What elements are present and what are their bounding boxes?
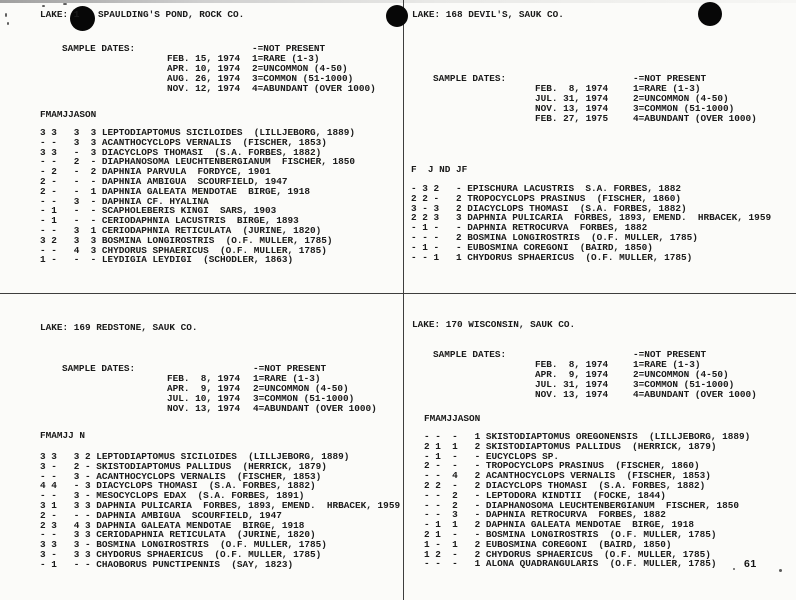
scan-speck [5,13,7,17]
species-row [411,253,771,263]
abundance-codes: 2 - - - [424,460,486,472]
species-name: EUBOSMINA COREGONI (BAIRD, 1850) [485,538,672,550]
abundance-codes: 3 3 3 2 [40,451,97,462]
species-name: DAPHNIA PARVULA FORDYCE, 1901 [101,166,271,178]
abundance-codes: 3 - 3 2 [411,202,468,214]
species-name: DAPHNIA GALEATA MENDOTAE BIRGE, 1918 [485,519,695,531]
lake-title: LAKE: 169 REDSTONE, SAUK CO. [40,322,198,333]
abundance-codes: - 1 - - [40,215,102,227]
sample-dates-label: SAMPLE DATES: [62,363,136,374]
species-table [424,432,750,569]
abundance-codes: - - 2 - [40,156,102,168]
legend-line: 3=COMMON (51-1000) [633,379,735,390]
abundance-codes: - 1 - - [411,222,468,234]
species-row [40,560,400,570]
horizontal-divider [0,293,796,294]
species-name: CERIODAPHNIA RETICULATA (JURINE, 1820) [96,529,316,541]
abundance-codes: - 1 - - [40,205,102,217]
abundance-codes: 3 1 3 3 [40,499,97,511]
abundance-codes: - - - 1 [424,431,486,442]
sample-date: JUL. 31, 1974 [535,379,609,390]
abundance-codes: 2 1 1 2 [424,440,486,452]
sample-dates-list [167,374,240,414]
sample-dates-list [167,54,240,94]
legend-line: 4=ABUNDANT (OVER 1000) [253,403,377,414]
species-name: DAPHNIA GALEATA MENDOTAE BIRGE, 1918 [101,185,311,197]
legend-line: 4=ABUNDANT (OVER 1000) [633,113,757,124]
species-name: DAPHNIA CF. HYALINA [101,195,209,207]
species-name: BOSMINA LONGIROSTRIS (O.F. MULLER, 1785) [485,528,717,540]
scan-speck [779,569,782,572]
species-name: EUBOSMINA COREGONI (BAIRD, 1850) [467,241,653,253]
abundance-codes: 2 - - 1 [40,185,102,197]
species-table [40,452,400,570]
lake-title: LAKE: 170 WISCONSIN, SAUK CO. [412,319,576,330]
legend-line: 3=COMMON (51-1000) [633,103,735,114]
abundance-legend [253,364,377,414]
legend-line: 4=ABUNDANT (OVER 1000) [252,83,376,94]
abundance-codes: - - 3 - [40,490,97,502]
abundance-codes: - 2 - 2 [40,166,102,178]
legend-line: -=NOT PRESENT [252,43,326,54]
abundance-legend [633,74,757,124]
abundance-codes: 3 - 3 3 [40,548,97,560]
species-name: DIACYCLOPS THOMASI (S.A. FORBES, 1882) [485,479,706,491]
abundance-codes: - - 3 - [424,509,486,521]
species-name: DAPHNIA GALEATA MENDOTAE BIRGE, 1918 [96,519,305,531]
species-row [424,559,750,569]
sample-date: JUL. 10, 1974 [167,393,241,404]
vertical-divider [403,0,404,600]
sample-dates-label: SAMPLE DATES: [62,43,136,54]
abundance-codes: - - 2 - [424,489,486,501]
legend-line: 2=UNCOMMON (4-50) [633,369,729,380]
abundance-codes: - 1 - - [411,241,468,253]
species-name: CHYDORUS SPHAERICUS (O.F. MULLER, 1785) [467,251,693,263]
sample-date: JUL. 31, 1974 [535,93,609,104]
species-name: LEPTODIAPTOMUS SICILOIDES (LILLJEBORG, 1889) [96,451,350,462]
legend-line: 2=UNCOMMON (4-50) [633,93,729,104]
species-name: DAPHNIA PULICARIA FORBES, 1893, EMEND. HRBACEK, 1959 [467,212,772,224]
species-name: DAPHNIA RETROCURVA FORBES, 1882 [467,222,648,234]
species-name: CHYDORUS SPHAERICUS (O.F. MULLER, 1785) [101,244,327,256]
sample-dates-list [535,360,608,400]
abundance-codes: - 3 2 - [411,183,468,194]
species-name: TROPOCYCLOPS PRASINUS (FISCHER, 1860) [467,192,682,204]
sample-date: APR. 9, 1974 [167,383,241,394]
species-name: BOSMINA LONGIROSTRIS (O.F. MULLER, 1785) [467,231,698,243]
sample-date: APR. 10, 1974 [167,63,241,74]
abundance-codes: - - 3 3 [40,529,97,541]
species-name: CHYDORUS SPHAERICUS (O.F. MULLER, 1785) [96,548,322,560]
sample-date: FEB. 27, 1975 [535,113,609,124]
lake-title-suffix: SPAULDING'S POND, ROCK CO. [98,9,245,20]
sample-date: NOV. 12, 1974 [167,83,241,94]
abundance-codes: - - 3 3 [40,136,102,148]
species-name: EPISCHURA LACUSTRIS S.A. FORBES, 1882 [467,183,682,194]
abundance-codes: - - 3 - [40,470,97,482]
abundance-legend [633,350,757,400]
sample-date: FEB. 8, 1974 [535,359,609,370]
abundance-codes: 1 - 1 2 [424,538,486,550]
punch-hole [386,5,408,27]
sample-dates-list [535,84,608,124]
lake-title-prefix: LAKE: 1 [40,9,80,20]
sample-date: APR. 9, 1974 [535,369,609,380]
abundance-codes: 4 4 - 3 [40,480,97,492]
abundance-legend [252,44,376,94]
abundance-codes: - - 2 - [424,499,486,511]
species-name: LEPTODORA KINDTII (FOCKE, 1844) [485,489,666,501]
legend-line: 2=UNCOMMON (4-50) [252,63,348,74]
sample-date: NOV. 13, 1974 [535,389,609,400]
species-name: CERIODAPHNIA RETICULATA (JURINE, 1820) [101,224,322,236]
scan-speck [63,3,67,5]
legend-line: -=NOT PRESENT [253,363,327,374]
species-table [40,128,355,265]
abundance-codes: - - - 1 [424,558,486,570]
abundance-codes: 3 3 3 3 [40,127,102,138]
species-name: BOSMINA LONGIROSTRIS (O.F. MULLER, 1785) [96,539,327,551]
species-name: ACANTHOCYCLOPS VERNALIS (FISCHER, 1853) [96,470,322,482]
sample-date: NOV. 13, 1974 [167,403,241,414]
legend-line: 1=RARE (1-3) [633,83,701,94]
abundance-codes: - 1 - - [40,558,97,570]
sample-dates-label: SAMPLE DATES: [433,73,507,84]
month-header: FMAMJJASON [424,413,481,424]
species-name: ACANTHOCYCLOPS VERNALIS (FISCHER, 1853) [485,470,711,482]
species-name: LEPTODIAPTOMUS SICILOIDES (LILLJEBORG, 1889) [101,127,356,138]
lake-title: LAKE: 168 DEVIL'S, SAUK CO. [412,9,564,20]
abundance-codes: - - 3 1 [40,224,102,236]
month-header: F J ND JF [411,164,468,175]
sample-date: FEB. 15, 1974 [167,53,241,64]
species-name: CERIODAPHNIA LACUSTRIS BIRGE, 1893 [101,215,299,227]
legend-line: 1=RARE (1-3) [252,53,320,64]
species-name: CHYDORUS SPHAERICUS (O.F. MULLER, 1785) [485,548,711,560]
species-name: SKISTODIAPTOMUS PALLIDUS (HERRICK, 1879) [485,440,717,452]
species-row [40,255,355,265]
species-name: BOSMINA LONGIROSTRIS (O.F. MULLER, 1785) [101,234,333,246]
abundance-codes: 3 - 2 - [40,460,97,472]
species-name: SKISTODIAPTOMUS OREGONENSIS (LILLJEBORG, 1889) [485,431,751,442]
sample-date: AUG. 26, 1974 [167,73,241,84]
species-name: EUCYCLOPS SP. [485,450,560,462]
species-name: DAPHNIA AMBIGUA SCOURFIELD, 1947 [101,175,288,187]
abundance-codes: 2 - - - [40,175,102,187]
scan-speck [7,22,9,25]
species-name: LEYDIGIA LEYDIGI (SCHODLER, 1863) [101,254,294,266]
species-name: DAPHNIA PULICARIA FORBES, 1893, EMEND. HRBACEK, 1959 [96,499,401,511]
abundance-codes: 2 3 4 3 [40,519,97,531]
abundance-codes: 3 3 - 3 [40,146,102,158]
legend-line: 2=UNCOMMON (4-50) [253,383,349,394]
abundance-codes: 2 2 - 2 [424,479,486,491]
species-name: DAPHNIA RETROCURVA FORBES, 1882 [485,509,666,521]
species-table [411,184,771,262]
abundance-codes: - - 3 - [40,195,102,207]
sample-dates-label: SAMPLE DATES: [433,349,507,360]
species-name: CHAOBORUS PUNCTIPENNIS (SAY, 1823) [96,558,294,570]
legend-line: 1=RARE (1-3) [633,359,701,370]
legend-line: 1=RARE (1-3) [253,373,321,384]
species-name: DIACYCLOPS THOMASI (S.A. FORBES, 1882) [467,202,687,214]
abundance-codes: - 1 1 2 [424,519,486,531]
scan-speck [42,5,45,7]
species-name: DIAPHANOSOMA LEUCHTENBERGIANUM FISCHER, 1850 [101,156,356,168]
legend-line: 3=COMMON (51-1000) [253,393,355,404]
abundance-codes: 2 2 - 2 [411,192,468,204]
sample-date: FEB. 8, 1974 [167,373,241,384]
species-name: ALONA QUADRANGULARIS (O.F. MULLER, 1785) [485,558,717,570]
punch-hole [698,2,722,26]
legend-line: 4=ABUNDANT (OVER 1000) [633,389,757,400]
species-name: DIAPHANOSOMA LEUCHTENBERGIANUM FISCHER, 1850 [485,499,740,511]
abundance-codes: - - 4 2 [424,470,486,482]
abundance-codes: 2 - - - [40,509,97,521]
sample-date: NOV. 13, 1974 [535,103,609,114]
species-name: SKISTODIAPTOMUS PALLIDUS (HERRICK, 1879) [96,460,327,472]
scan-edge-artifact [0,0,796,3]
month-header: FMAMJJ N [40,430,86,441]
abundance-codes: 3 3 3 - [40,539,97,551]
abundance-codes: - - - 2 [411,231,468,243]
abundance-codes: 2 2 3 3 [411,212,468,224]
abundance-codes: 3 2 3 3 [40,234,102,246]
legend-line: 3=COMMON (51-1000) [252,73,354,84]
abundance-codes: 2 1 - - [424,528,486,540]
month-header: FMAMJJASON [40,109,97,120]
abundance-codes: - 1 - - [424,450,486,462]
abundance-codes: 1 2 - 2 [424,548,486,560]
legend-line: -=NOT PRESENT [633,349,707,360]
sample-date: FEB. 8, 1974 [535,83,609,94]
species-name: DIACYCLOPS THOMASI (S.A. FORBES, 1882) [96,480,316,492]
page-number: 61 [744,558,757,570]
species-name: MESOCYCLOPS EDAX (S.A. FORBES, 1891) [96,490,305,502]
species-name: SCAPHOLEBERIS KINGI SARS, 1903 [101,205,277,217]
legend-line: -=NOT PRESENT [633,73,707,84]
species-name: ACANTHOCYCLOPS VERNALIS (FISCHER, 1853) [101,136,327,148]
species-name: DAPHNIA AMBIGUA SCOURFIELD, 1947 [96,509,282,521]
abundance-codes: - - 1 1 [411,251,468,263]
species-name: TROPOCYCLOPS PRASINUS (FISCHER, 1860) [485,460,700,472]
abundance-codes: - - 4 3 [40,244,102,256]
abundance-codes: 1 - - - [40,254,102,266]
species-name: DIACYCLOPS THOMASI (S.A. FORBES, 1882) [101,146,322,158]
